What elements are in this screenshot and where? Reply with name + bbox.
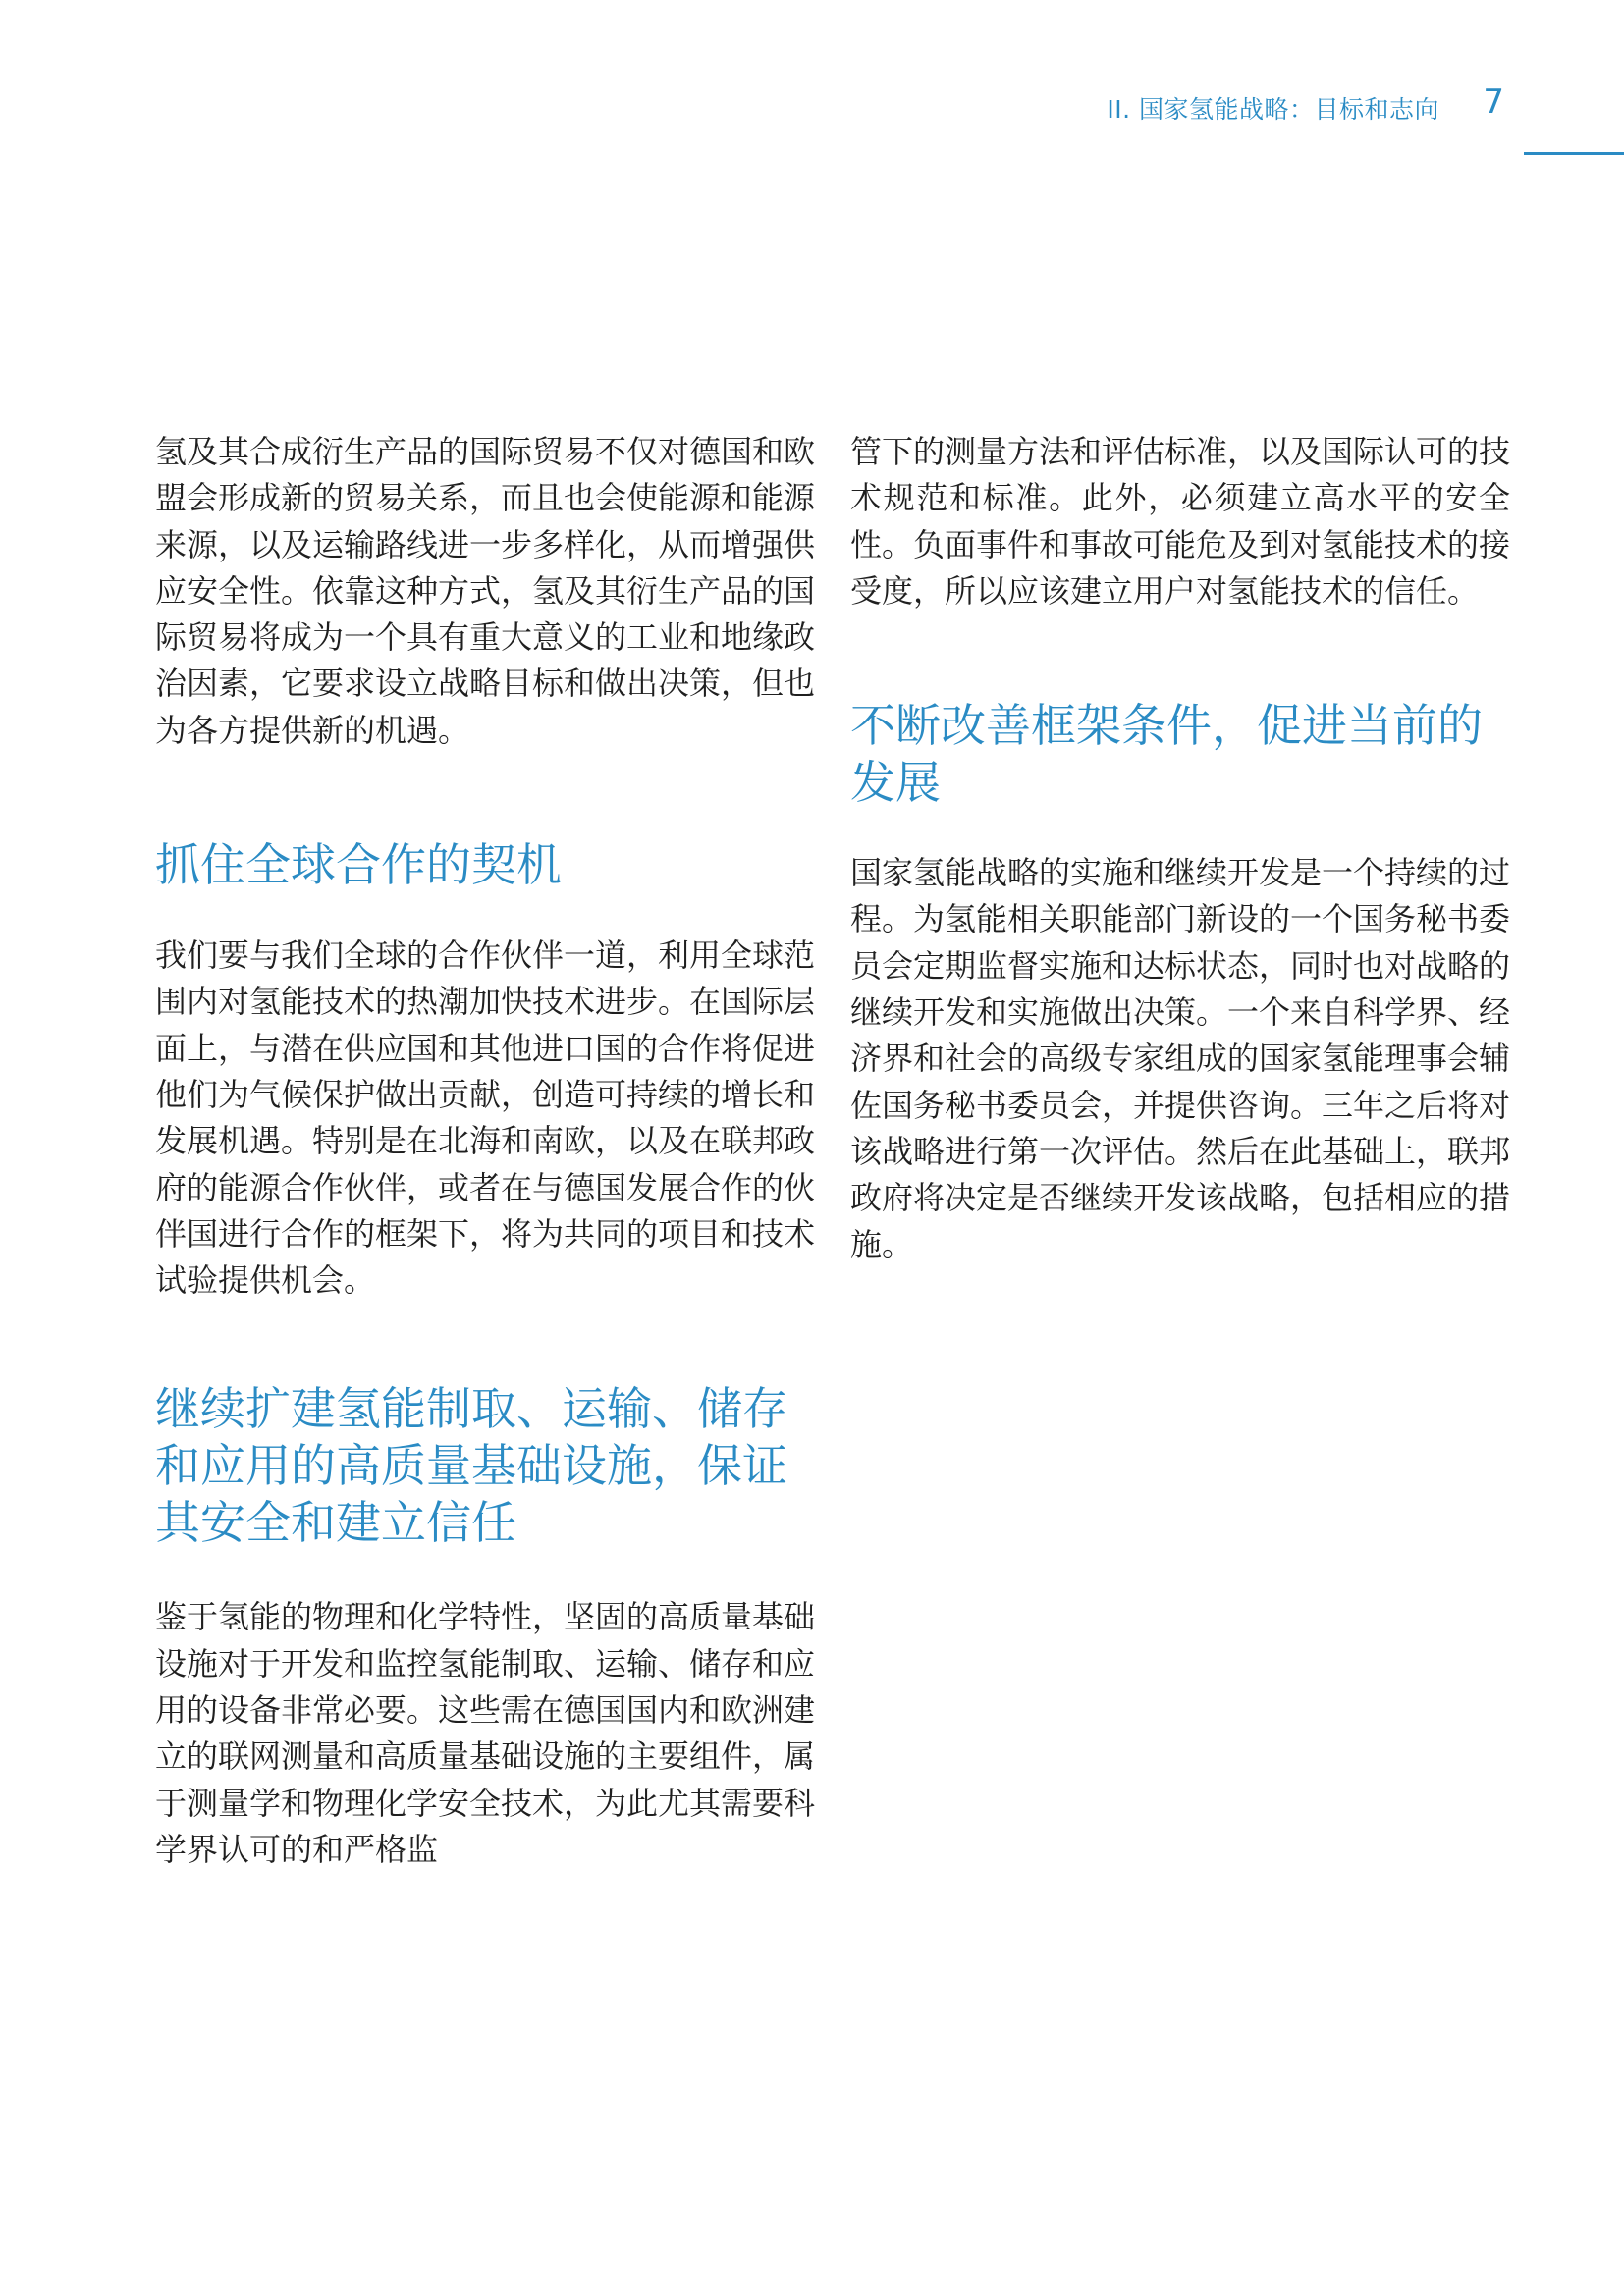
- header-rule: [1524, 152, 1624, 155]
- right-column: [850, 429, 1510, 1268]
- left-paragraph-2: 我们要与我们全球的合作伙伴一道，利用全球范围内对氢能技术的热潮加快技术进步。在国际层面上，与潜在供应国和其他进口国的合作将促进他们为气候保护做出贡献，创造可持续的增长和发展机遇。特别是在北海和南欧，以及在联邦政府的能源合作伙伴，或者在与德国发展合作的伙伴国进行合作的框架下，将为共同的项目和技术试验提供机会。: [155, 936, 816, 1300]
- left-column: [155, 429, 815, 1873]
- left-paragraph-3: 鉴于氢能的物理和化学特性，坚固的高质量基础设施对于开发和监控氢能制取、运输、储存和应用的设备非常必要。这些需在德国国内和欧洲建立的联网测量和高质量基础设施的主要组件，属于测量学和物理化学安全技术，为此尤其需要科学界认可的和严格监: [155, 1598, 816, 1868]
- heading-global-cooperation: 抓住全球合作的契机: [155, 838, 562, 892]
- right-paragraph-1: 管下的测量方法和评估标准，以及国际认可的技术规范和标准。此外，必须建立高水平的安全性。负面事件和事故可能危及到对氢能技术的接受度，所以应该建立用户对氢能技术的信任。: [850, 433, 1511, 610]
- heading-quality-infrastructure: 继续扩建氢能制取、运输、储存和应用的高质量基础设施，保证其安全和建立信任: [155, 1382, 787, 1550]
- right-paragraph-2: 国家氢能战略的实施和继续开发是一个持续的过程。为氢能相关职能部门新设的一个国务秘书委员会定期监督实施和达标状态，同时也对战略的继续开发和实施做出决策。一个来自科学界、经济界和社会的高级专家组成的国家氢能理事会辅佐国务秘书委员会，并提供咨询。三年之后将对该战略进行第一次评估。然后在此基础上，联邦政府将决定是否继续开发该战略，包括相应的措施。: [850, 854, 1511, 1263]
- left-paragraph-1: 氢及其合成衍生产品的国际贸易不仅对德国和欧盟会形成新的贸易关系，而且也会使能源和能源来源，以及运输路线进一步多样化，从而增强供应安全性。依靠这种方式，氢及其衍生产品的国际贸易将成为一个具有重大意义的工业和地缘政治因素，它要求设立战略目标和做出决策，但也为各方提供新的机遇。: [155, 433, 816, 749]
- page-number: 7: [1483, 82, 1504, 122]
- heading-framework-conditions: 不断改善框架条件，促进当前的发展: [850, 699, 1483, 810]
- running-header-section-title: II. 国家氢能战略：目标和志向: [1107, 95, 1439, 124]
